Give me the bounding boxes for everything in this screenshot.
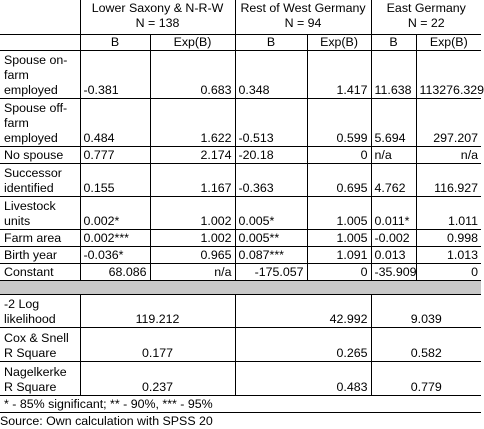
table-cell: -175.057 [235,263,307,280]
row-label: Successor identified [0,163,80,196]
table-cell: 0 [416,263,481,280]
table-cell: 0.695 [307,163,371,196]
footnote-row [0,395,481,412]
stats-value: 42.992 [235,294,371,327]
stats-label: -2 Log likelihood [0,294,80,327]
table-cell: 297.207 [416,98,481,146]
table-cell: 0.965 [150,246,235,263]
table-cell: 0 [307,263,371,280]
row-label: Spouse off-farm employed [0,98,80,146]
source-row [0,412,481,429]
stats-label: Cox & Snell R Square [0,327,80,361]
stats-label: Nagelkerke R Square [0,361,80,395]
stats-value: 0.265 [235,327,371,361]
table-cell: n/a [371,146,416,163]
stats-row [0,361,481,395]
table-cell: -35.909 [371,263,416,280]
table-row [0,163,481,196]
row-label: Livestock units [0,196,80,229]
row-label: Farm area [0,229,80,246]
table-cell: 1.002 [150,229,235,246]
sub-header-cell: B [80,34,150,50]
stats-row [0,294,481,327]
table-cell: 4.762 [371,163,416,196]
table-row [0,229,481,246]
table-cell: 1.013 [416,246,481,263]
stats-value: 9.039 [371,294,481,327]
table-cell: 0.155 [80,163,150,196]
sub-header-row [0,34,481,50]
sub-header-cell: B [371,34,416,50]
table-row [0,50,481,98]
group-header-rest-west [235,0,371,34]
table-cell: -0.002 [371,229,416,246]
table-cell: 0.599 [307,98,371,146]
table-cell: 0 [307,146,371,163]
table-cell: 1.417 [307,50,371,98]
stats-value: 119.212 [80,294,235,327]
separator-band [0,280,481,294]
sub-header-cell: Exp(B) [150,34,235,50]
table-cell: 1.091 [307,246,371,263]
table-cell: 0.348 [235,50,307,98]
table-cell: 1.622 [150,98,235,146]
row-label: Constant [0,263,80,280]
table-cell: 1.005 [307,229,371,246]
table-cell: 11.638 [371,50,416,98]
stats-value: 0.582 [371,327,481,361]
table-cell: 1.011 [416,196,481,229]
table-cell: 0.002*** [80,229,150,246]
table-cell: 1.005 [307,196,371,229]
table-row [0,98,481,146]
separator-row [0,280,481,294]
group-header-lower-saxony [80,0,235,34]
table-cell: 1.167 [150,163,235,196]
stats-row [0,327,481,361]
table-cell: 0.087*** [235,246,307,263]
table-cell: 5.694 [371,98,416,146]
row-label: Spouse on-farm employed [0,50,80,98]
sub-header-cell: B [235,34,307,50]
stats-value: 0.483 [235,361,371,395]
group-header-east [371,0,481,34]
group-name: East Germany [386,1,466,15]
table-cell: 1.002 [150,196,235,229]
sub-header-blank [0,34,80,50]
row-label: No spouse [0,146,80,163]
sub-header-cell: Exp(B) [307,34,371,50]
table-row [0,246,481,263]
group-header-row [0,0,481,34]
stats-value: 0.779 [371,361,481,395]
table-cell: 0.683 [150,50,235,98]
table-row [0,146,481,163]
table-cell: 0.011* [371,196,416,229]
table-cell: 0.484 [80,98,150,146]
table-row [0,196,481,229]
table-row [0,263,481,280]
table-cell: 0.005* [235,196,307,229]
group-name: Rest of West Germany [240,1,366,15]
table-cell: 116.927 [416,163,481,196]
table-cell: 0.002* [80,196,150,229]
table-cell: n/a [416,146,481,163]
corner-cell [0,0,80,34]
group-n: N = 138 [135,15,180,30]
sub-header-cell: Exp(B) [416,34,481,50]
source-note: Source: Own calculation with SPSS 20 [0,414,213,428]
row-label: Birth year [0,246,80,263]
table-cell: n/a [150,263,235,280]
table-cell: 0.777 [80,146,150,163]
group-n: N = 94 [284,15,322,30]
table-cell: 0.005** [235,229,307,246]
table-cell: 113276.329 [416,50,481,98]
significance-footnote: * - 85% significant; ** - 90%, *** - 95% [0,395,481,412]
table-cell: -0.363 [235,163,307,196]
group-name: Lower Saxony & N-R-W [91,1,224,15]
group-n: N = 22 [407,15,445,30]
table-cell: -20.18 [235,146,307,163]
table-cell: -0.036* [80,246,150,263]
table-cell: -0.381 [80,50,150,98]
stats-value: 0.237 [80,361,235,395]
table-cell: 0.998 [416,229,481,246]
stats-value: 0.177 [80,327,235,361]
table-cell: 68.086 [80,263,150,280]
table-cell: 2.174 [150,146,235,163]
table-cell: -0.513 [235,98,307,146]
table-cell: 0.013 [371,246,416,263]
